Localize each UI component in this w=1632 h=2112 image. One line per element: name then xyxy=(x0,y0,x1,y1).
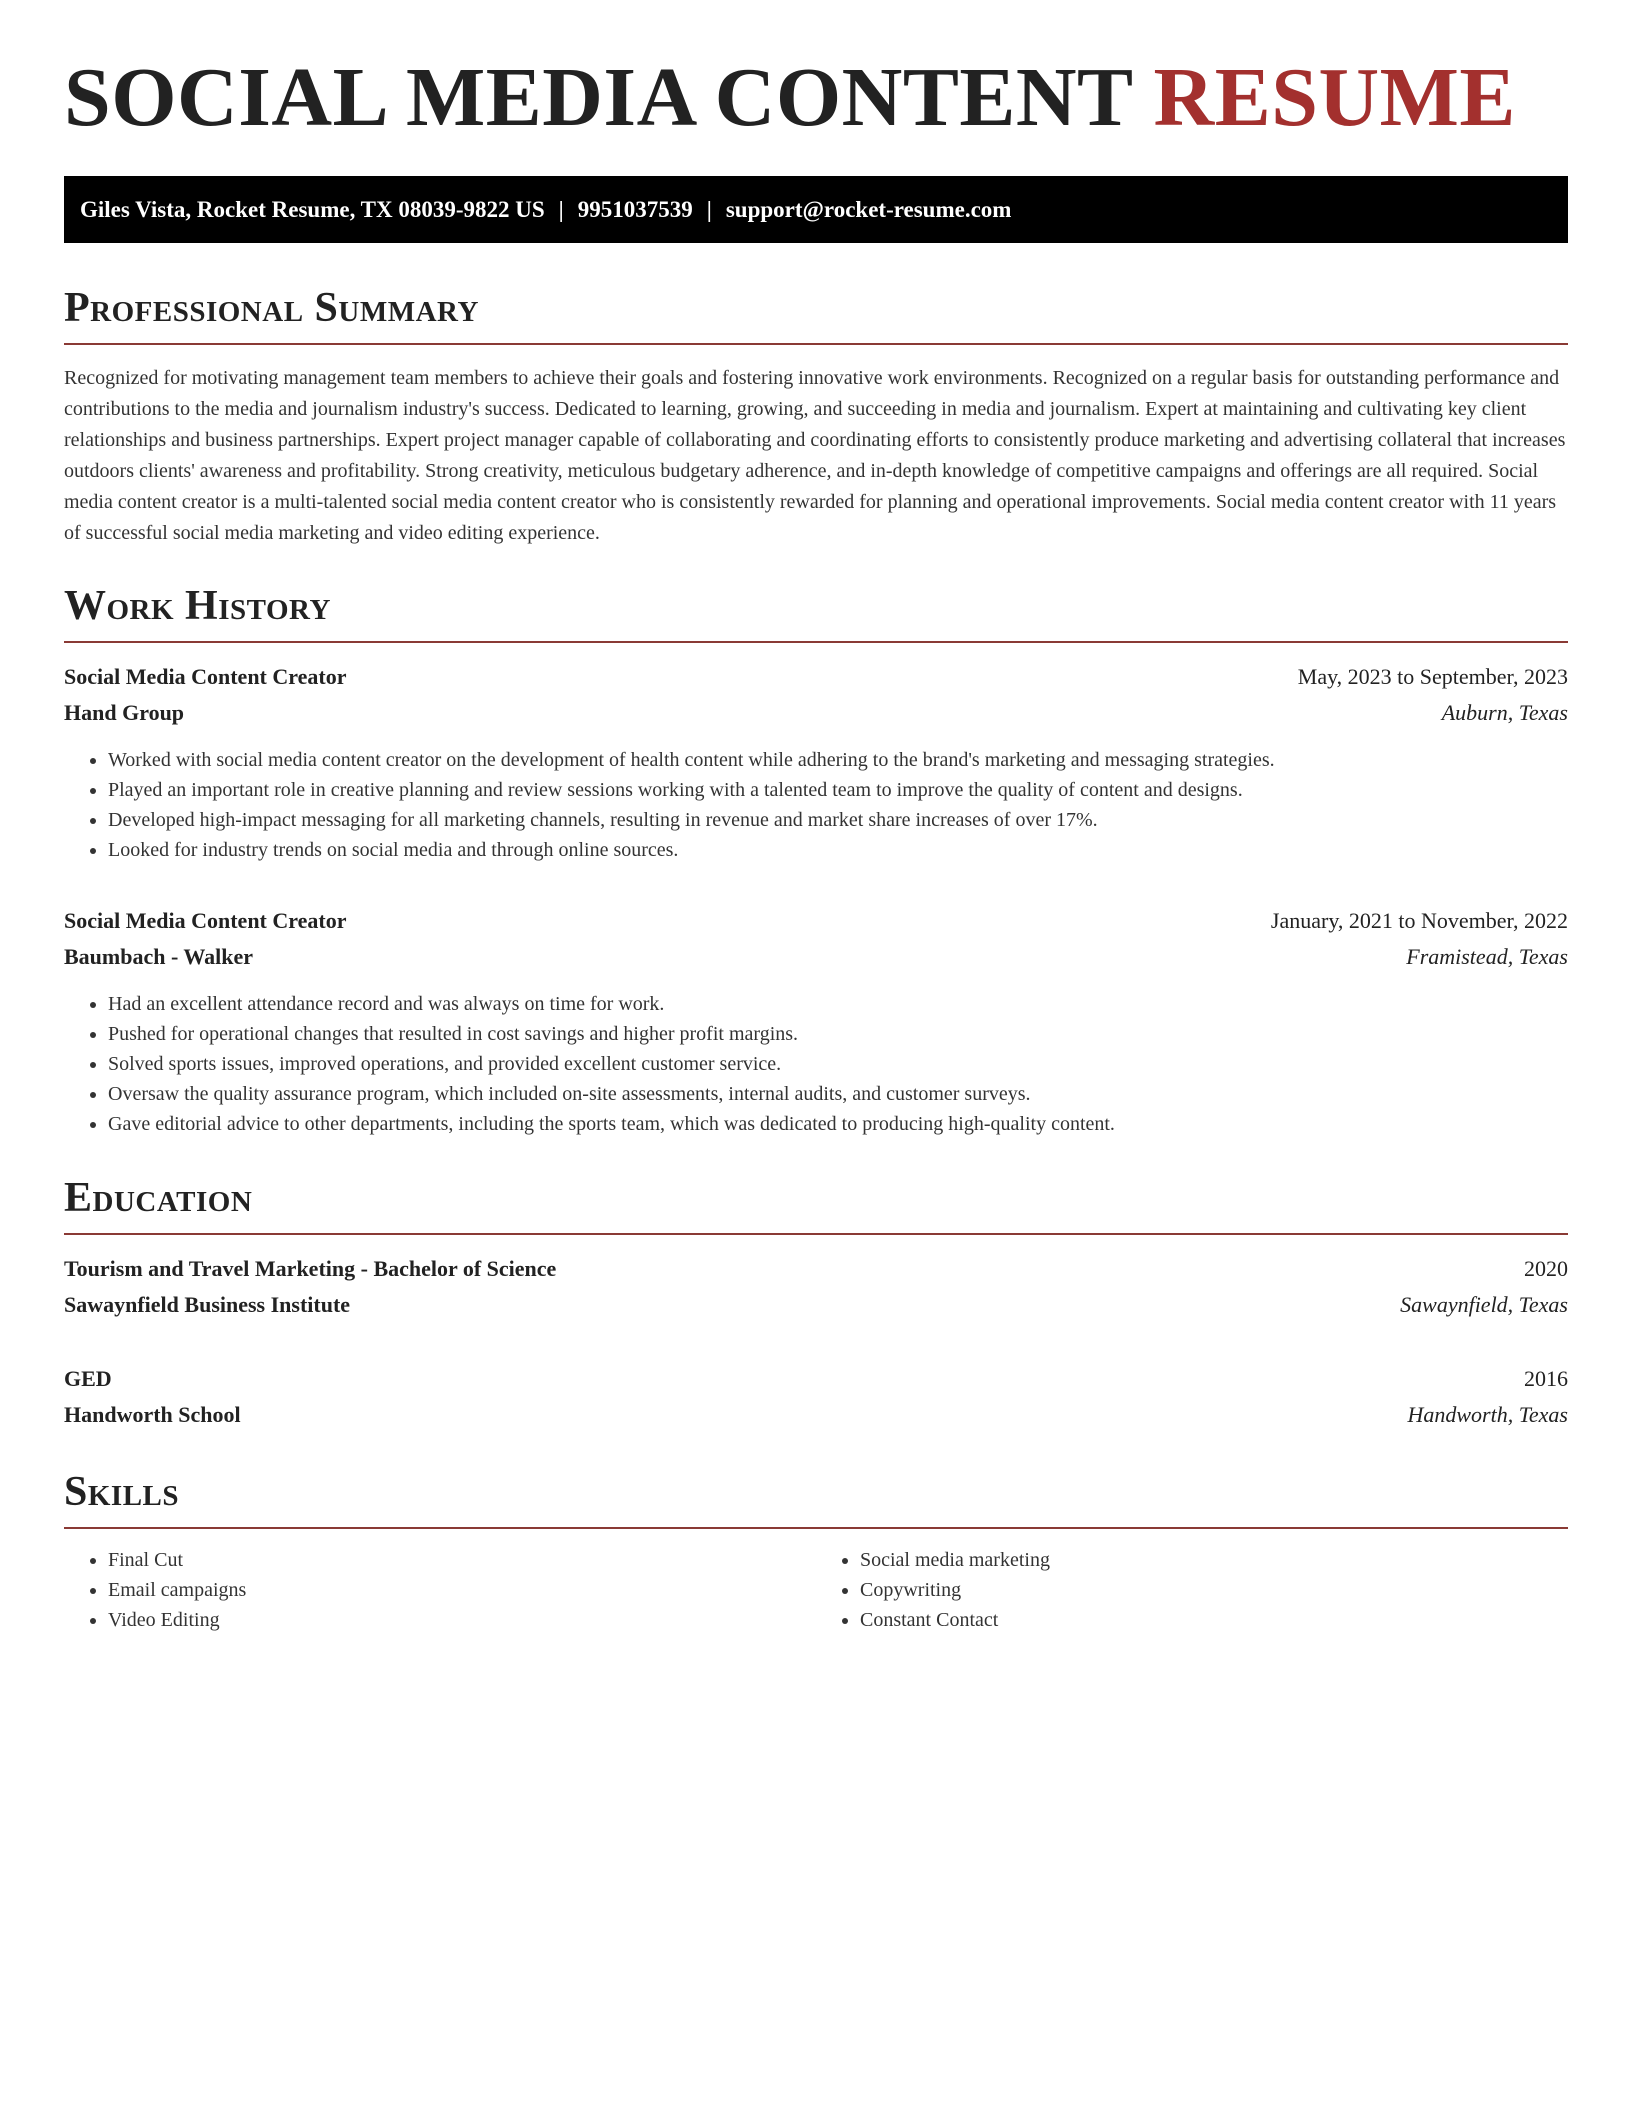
contact-phone: 9951037539 xyxy=(577,197,693,222)
skill-item: • Social media marketing xyxy=(860,1545,1568,1575)
skill-item: • Copywriting xyxy=(860,1575,1568,1605)
job-bullet: • Developed high-impact messaging for all marketing channels, resulting in revenue and market share increases of over 17%. xyxy=(108,805,1568,835)
job-title: Social Media Content Creator xyxy=(64,664,347,689)
job-bullet: • Gave editorial advice to other departments, including the sports team, which was dedicated to producing high-quality content. xyxy=(108,1109,1568,1139)
job-title-row xyxy=(64,903,1568,939)
job-dates: May, 2023 to September, 2023 xyxy=(1297,664,1568,689)
resume-title xyxy=(64,0,1568,144)
education-school: Sawaynfield Business Institute xyxy=(64,1292,351,1317)
job-company-row xyxy=(64,939,1568,975)
education-degree-row xyxy=(64,1361,1568,1397)
job-bullet: • Had an excellent attendance record and was always on time for work. xyxy=(108,989,1568,1019)
education-location: Sawaynfield, Texas xyxy=(1400,1292,1568,1317)
title-accent: RESUME xyxy=(1153,51,1516,144)
education-location: Handworth, Texas xyxy=(1407,1402,1568,1427)
job-bullet: • Looked for industry trends on social media and through online sources. xyxy=(108,835,1568,865)
job-company-row xyxy=(64,695,1568,731)
skill-item: • Email campaigns xyxy=(108,1575,816,1605)
education-degree: GED xyxy=(64,1366,112,1391)
work-history-heading: Work History xyxy=(64,581,1568,643)
education-degree-row xyxy=(64,1251,1568,1287)
job-dates: January, 2021 to November, 2022 xyxy=(1270,908,1568,933)
education-entry xyxy=(64,1251,1568,1323)
education-entry xyxy=(64,1361,1568,1433)
job-bullets xyxy=(64,745,1568,865)
summary-text: Recognized for motivating management team members to achieve their goals and fostering innovative work environments. Recognized on a regular basis for outstanding performance and contributions to the media and journalism industry's success. Dedicated to learning, growing, and succeeding in media and journalism. Expert at maintaining and cultivating key client relationships and business partnerships. Expert project manager capable of collaborating and coordinating efforts to consistently produce marketing and advertising collateral that increases outdoors clients' awareness and profitability. Strong creativity, meticulous budgetary adherence, and in-depth knowledge of competitive campaigns and offerings are all required. Social media content creator is a multi-talented social media content creator who is consistently rewarded for planning and operational improvements. Social media content creator with 11 years of successful social media marketing and video editing experience. xyxy=(64,367,1566,544)
skill-item: • Constant Contact xyxy=(860,1605,1568,1635)
contact-address: Giles Vista, Rocket Resume, TX 08039-9822 US xyxy=(80,197,545,222)
skill-item: • Video Editing xyxy=(108,1605,816,1635)
job-bullet: • Oversaw the quality assurance program, which included on-site assessments, internal audits, and customer surveys. xyxy=(108,1079,1568,1109)
skills-section xyxy=(64,1467,1568,1635)
education-heading: Education xyxy=(64,1173,1568,1235)
education-section xyxy=(64,1173,1568,1433)
job-company: Hand Group xyxy=(64,700,185,725)
contact-separator: | xyxy=(706,197,712,222)
job-location: Framistead, Texas xyxy=(1406,944,1568,969)
work-history-section xyxy=(64,581,1568,1139)
job-bullets xyxy=(64,989,1568,1139)
education-school-row xyxy=(64,1287,1568,1323)
job-bullet: • Solved sports issues, improved operations, and provided excellent customer service. xyxy=(108,1049,1568,1079)
summary-section xyxy=(64,283,1568,549)
education-school-row xyxy=(64,1397,1568,1433)
job-title-row xyxy=(64,659,1568,695)
education-year: 2016 xyxy=(1524,1366,1568,1391)
job-entry xyxy=(64,903,1568,1139)
skill-item: • Final Cut xyxy=(108,1545,816,1575)
resume-page xyxy=(64,0,1568,1635)
contact-bar xyxy=(64,176,1568,243)
job-entry xyxy=(64,659,1568,865)
job-bullet: • Pushed for operational changes that resulted in cost savings and higher profit margins. xyxy=(108,1019,1568,1049)
contact-separator: | xyxy=(558,197,564,222)
job-company: Baumbach - Walker xyxy=(64,944,254,969)
title-main: SOCIAL MEDIA CONTENT xyxy=(64,51,1133,144)
skills-heading: Skills xyxy=(64,1467,1568,1529)
summary-heading: Professional Summary xyxy=(64,283,1568,345)
job-bullet: • Worked with social media content creator on the development of health content while adhering to the brand's marketing and messaging strategies. xyxy=(108,745,1568,775)
education-school: Handworth School xyxy=(64,1402,241,1427)
education-year: 2020 xyxy=(1524,1256,1568,1281)
skills-grid xyxy=(64,1545,1568,1635)
job-bullet: • Played an important role in creative planning and review sessions working with a talented team to improve the quality of content and designs. xyxy=(108,775,1568,805)
job-location: Auburn, Texas xyxy=(1441,700,1568,725)
skills-column-left xyxy=(64,1545,816,1635)
job-title: Social Media Content Creator xyxy=(64,908,347,933)
contact-email: support@rocket-resume.com xyxy=(725,197,1012,222)
education-degree: Tourism and Travel Marketing - Bachelor of Science xyxy=(64,1256,557,1281)
skills-column-right xyxy=(816,1545,1568,1635)
